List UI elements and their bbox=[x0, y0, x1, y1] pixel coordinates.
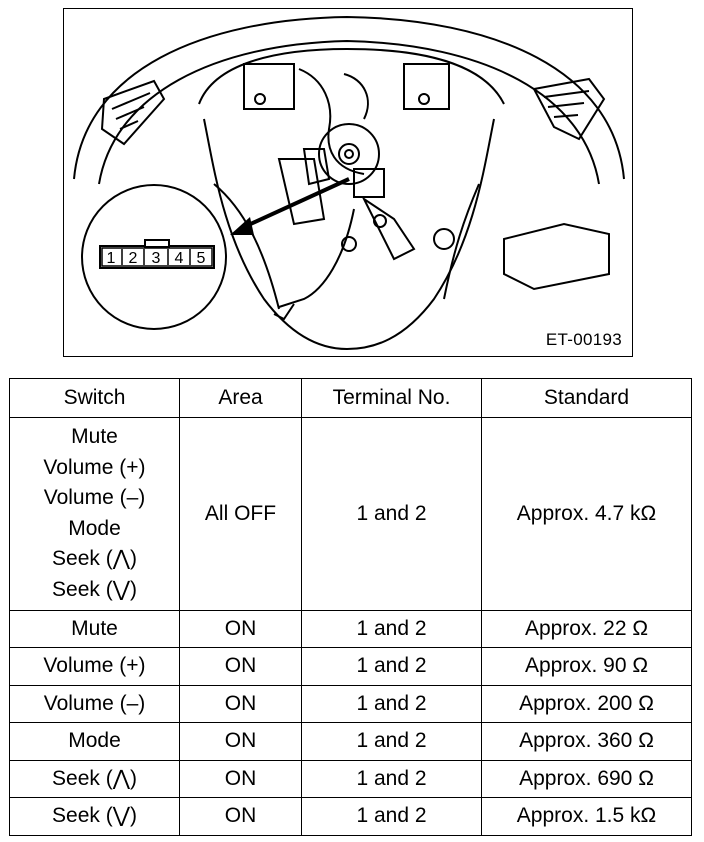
switch-label: Volume (–) bbox=[43, 486, 146, 510]
all-off-switch-list bbox=[10, 418, 180, 611]
table-row bbox=[10, 610, 692, 648]
terminal-cell: 1 and 2 bbox=[302, 760, 482, 798]
switch-cell: Mute bbox=[10, 610, 180, 648]
standard-cell: Approx. 1.5 kΩ bbox=[482, 798, 692, 836]
terminal-cell: 1 and 2 bbox=[302, 723, 482, 761]
table-row bbox=[10, 648, 692, 686]
figure-id: ET-00193 bbox=[545, 330, 622, 349]
table-row bbox=[10, 418, 692, 611]
pin-5-label: 5 bbox=[196, 250, 206, 267]
terminal-cell: 1 and 2 bbox=[302, 648, 482, 686]
area-cell: ON bbox=[180, 760, 302, 798]
terminal-cell: 1 and 2 bbox=[302, 685, 482, 723]
pin-1-label: 1 bbox=[106, 250, 116, 267]
area-cell: ON bbox=[180, 648, 302, 686]
header-switch: Switch bbox=[10, 379, 180, 418]
standard-cell: Approx. 200 Ω bbox=[482, 685, 692, 723]
table-row bbox=[10, 685, 692, 723]
header-standard: Standard bbox=[482, 379, 692, 418]
pin-3-label: 3 bbox=[151, 250, 161, 267]
table-row bbox=[10, 760, 692, 798]
area-cell: All OFF bbox=[180, 418, 302, 611]
switch-cell: Mode bbox=[10, 723, 180, 761]
switch-cell: Volume (+) bbox=[10, 648, 180, 686]
header-area: Area bbox=[180, 379, 302, 418]
switch-label: Seek (⋁) bbox=[52, 577, 137, 601]
steering-wheel-figure bbox=[63, 8, 633, 357]
area-cell: ON bbox=[180, 723, 302, 761]
table-row bbox=[10, 798, 692, 836]
standard-cell: Approx. 690 Ω bbox=[482, 760, 692, 798]
table-row bbox=[10, 723, 692, 761]
terminal-cell: 1 and 2 bbox=[302, 418, 482, 611]
switch-cell: Seek (⋀) bbox=[10, 760, 180, 798]
switch-label: Seek (⋀) bbox=[52, 547, 137, 571]
standard-cell: Approx. 360 Ω bbox=[482, 723, 692, 761]
terminal-cell: 1 and 2 bbox=[302, 798, 482, 836]
header-terminal: Terminal No. bbox=[302, 379, 482, 418]
area-cell: ON bbox=[180, 685, 302, 723]
steering-wheel-drawing bbox=[64, 9, 631, 355]
terminal-cell: 1 and 2 bbox=[302, 610, 482, 648]
standard-cell: Approx. 4.7 kΩ bbox=[482, 418, 692, 611]
switch-label: Mute bbox=[71, 425, 118, 448]
switch-resistance-table bbox=[9, 378, 692, 836]
area-cell: ON bbox=[180, 798, 302, 836]
switch-label: Volume (+) bbox=[43, 455, 146, 479]
standard-cell: Approx. 90 Ω bbox=[482, 648, 692, 686]
switch-label: Mode bbox=[68, 516, 121, 540]
pin-2-label: 2 bbox=[128, 250, 138, 267]
area-cell: ON bbox=[180, 610, 302, 648]
pin-4-label: 4 bbox=[174, 250, 184, 267]
switch-cell: Seek (⋁) bbox=[10, 798, 180, 836]
standard-cell: Approx. 22 Ω bbox=[482, 610, 692, 648]
switch-cell: Volume (–) bbox=[10, 685, 180, 723]
